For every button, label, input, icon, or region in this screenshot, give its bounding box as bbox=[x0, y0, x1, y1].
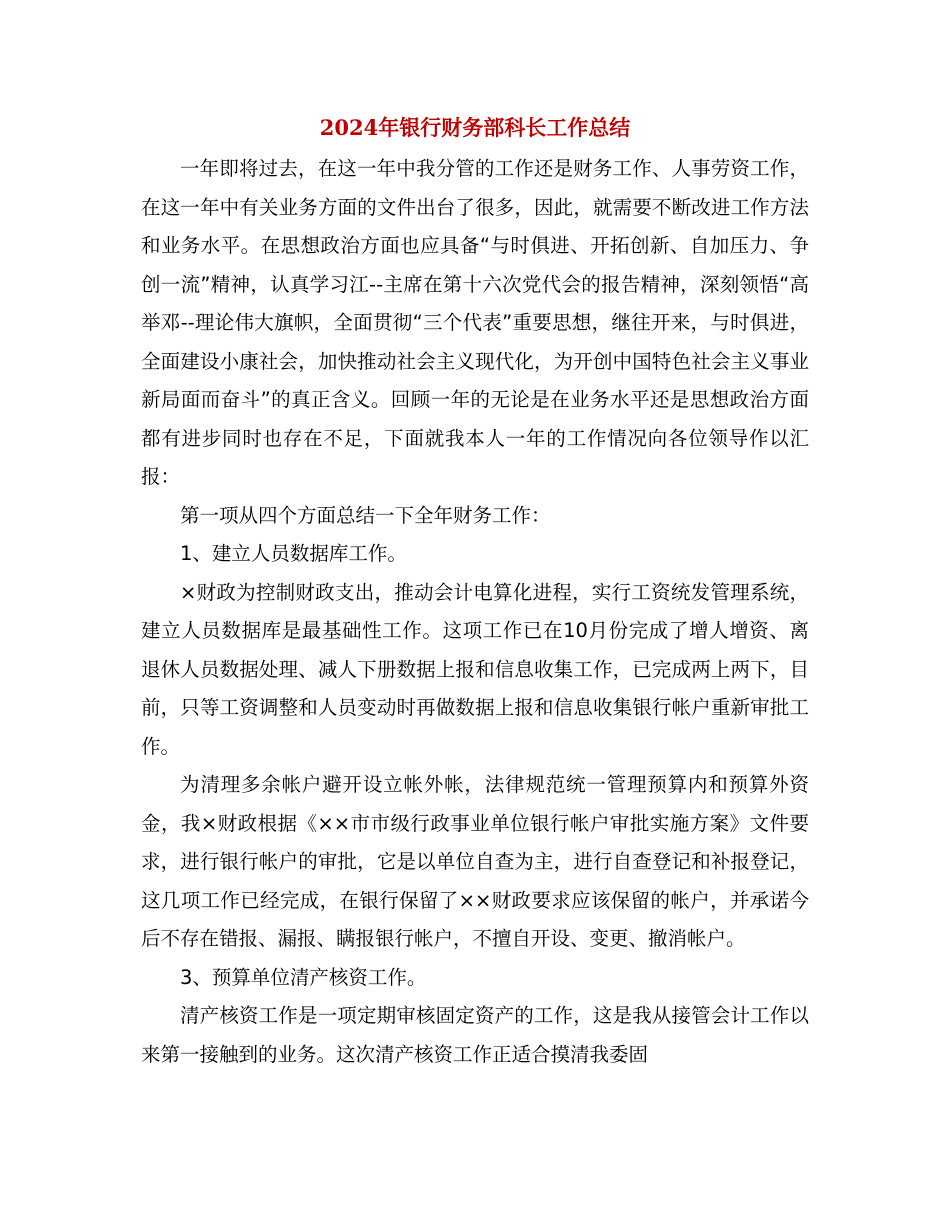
document-body bbox=[141, 150, 809, 1074]
paragraph-item-1-body: ×财政为控制财政支出，推动会计电算化进程，实行工资统发管理系统，建立人员数据库是最基础性工作。这项工作已在10月份完成了增人增资、离退休人员数据处理、减人下册数据上报和信息收集工作，已完成两上两下，目前，只等工资调整和人员变动时再做数据上报和信息收集银行帐户重新审批工作。 bbox=[141, 580, 809, 758]
document-title: 2024年银行财务部科长工作总结 bbox=[319, 115, 631, 140]
paragraph-section-heading: 第一项从四个方面总结一下全年财务工作： bbox=[180, 503, 551, 527]
paragraph-item-3-heading: 3、预算单位清产核资工作。 bbox=[180, 965, 427, 989]
paragraph-item-1-heading: 1、建立人员数据库工作。 bbox=[180, 542, 407, 565]
paragraph-item-3-body: 清产核资工作是一项定期审核固定资产的工作，这是我从接管会计工作以来第一接触到的业务。这次清产核资工作正适合摸清我委固 bbox=[141, 1004, 809, 1066]
paragraph-account-review: 为清理多余帐户避开设立帐外帐，法律规范统一管理预算内和预算外资金，我×财政根据《××市市级行政事业单位银行帐户审批实施方案》文件要求，进行银行帐户的审批，它是以单位自查为主，进行自查登记和补报登记，这几项工作已经完成，在银行保留了××财政要求应该保留的帐户，并承诺今后不存在错报、漏报、瞒报银行帐户，不擅自开设、变更、撤消帐户。 bbox=[141, 773, 809, 950]
paragraph-intro: 一年即将过去，在这一年中我分管的工作还是财务工作、人事劳资工作，在这一年中有关业务方面的文件出台了很多，因此，就需要不断改进工作方法和业务水平。在思想政治方面也应具备“与时俱进、开拓创新、自加压力、争创一流”精神，认真学习江--主席在第十六次党代会的报告精神，深刻领悟“高举邓--理论伟大旗帜，全面贯彻“三个代表”重要思想，继往开来，与时俱进，全面建设小康社会，加快推动社会主义现代化，为开创中国特色社会主义事业新局面而奋斗”的真正含义。回顾一年的无论是在业务水平还是思想政治方面都有进步同时也存在不足，下面就我本人一年的工作情况向各位领导作以汇报： bbox=[141, 157, 809, 488]
